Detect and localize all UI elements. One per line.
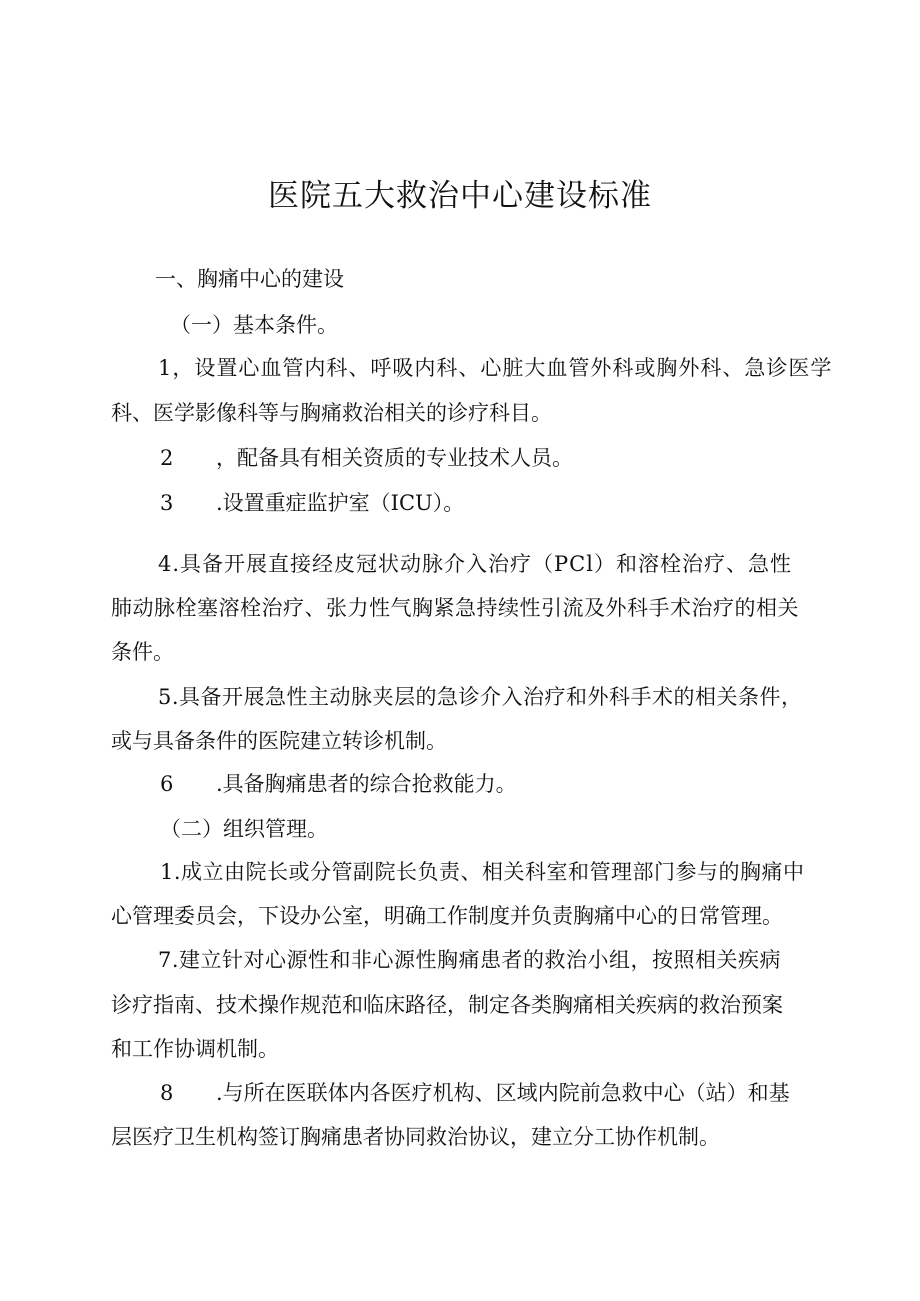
item-2-text: ，配备具有相关资质的专业技术人员。 bbox=[216, 446, 573, 470]
item-2-number: 2 bbox=[160, 446, 174, 470]
item-4-line-2: 肺动脉栓塞溶栓治疗、张力性气胸紧急持续性引流及外科手术治疗的相关 bbox=[111, 596, 799, 620]
item-6-number: 6 bbox=[160, 772, 174, 796]
item-3-text: .设置重症监护室（ICU）。 bbox=[216, 491, 465, 515]
subsection-basic-conditions: （一）基本条件。 bbox=[170, 313, 338, 337]
item-4-line-3: 条件。 bbox=[111, 640, 174, 664]
section-heading-chest-pain: 一、胸痛中心的建设 bbox=[155, 267, 344, 291]
org-1-line-1: 1.成立由院长或分管副院长负责、相关科室和管理部门参与的胸痛中 bbox=[160, 860, 805, 884]
item-5-line-2: 或与具备条件的医院建立转诊机制。 bbox=[111, 729, 447, 753]
org-8-line-2: 层医疗卫生机构签订胸痛患者协同救治协议，建立分工协作机制。 bbox=[111, 1125, 720, 1149]
org-7-line-2: 诊疗指南、技术操作规范和临床路径，制定各类胸痛相关疾病的救治预案 bbox=[111, 993, 783, 1017]
item-5-line-1: 5.具备开展急性主动脉夹层的急诊介入治疗和外科手术的相关条件， bbox=[158, 685, 803, 709]
document-title: 医院五大救治中心建设标准 bbox=[268, 178, 652, 214]
item-4-line-1: 4.具备开展直接经皮冠状动脉介入治疗（PCl）和溶栓治疗、急性 bbox=[158, 552, 792, 576]
org-8-number: 8 bbox=[160, 1081, 174, 1105]
item-1-line-2: 科、医学影像科等与胸痛救治相关的诊疗科目。 bbox=[111, 401, 552, 425]
org-8-line-1: .与所在医联体内各医疗机构、区域内院前急救中心（站）和基 bbox=[216, 1081, 790, 1105]
org-7-line-1: 7.建立针对心源性和非心源性胸痛患者的救治小组，按照相关疾病 bbox=[158, 948, 782, 972]
item-1-line-1: 1，设置心血管内科、呼吸内科、心脏大血管外科或胸外科、急诊医学 bbox=[158, 356, 833, 380]
item-3-number: 3 bbox=[160, 491, 174, 515]
org-1-line-2: 心管理委员会，下设办公室，明确工作制度并负责胸痛中心的日常管理。 bbox=[111, 904, 783, 928]
item-6-text: .具备胸痛患者的综合抢救能力。 bbox=[216, 772, 517, 796]
org-7-line-3: 和工作协调机制。 bbox=[111, 1037, 279, 1061]
subsection-organization: （二）组织管理。 bbox=[160, 817, 328, 841]
